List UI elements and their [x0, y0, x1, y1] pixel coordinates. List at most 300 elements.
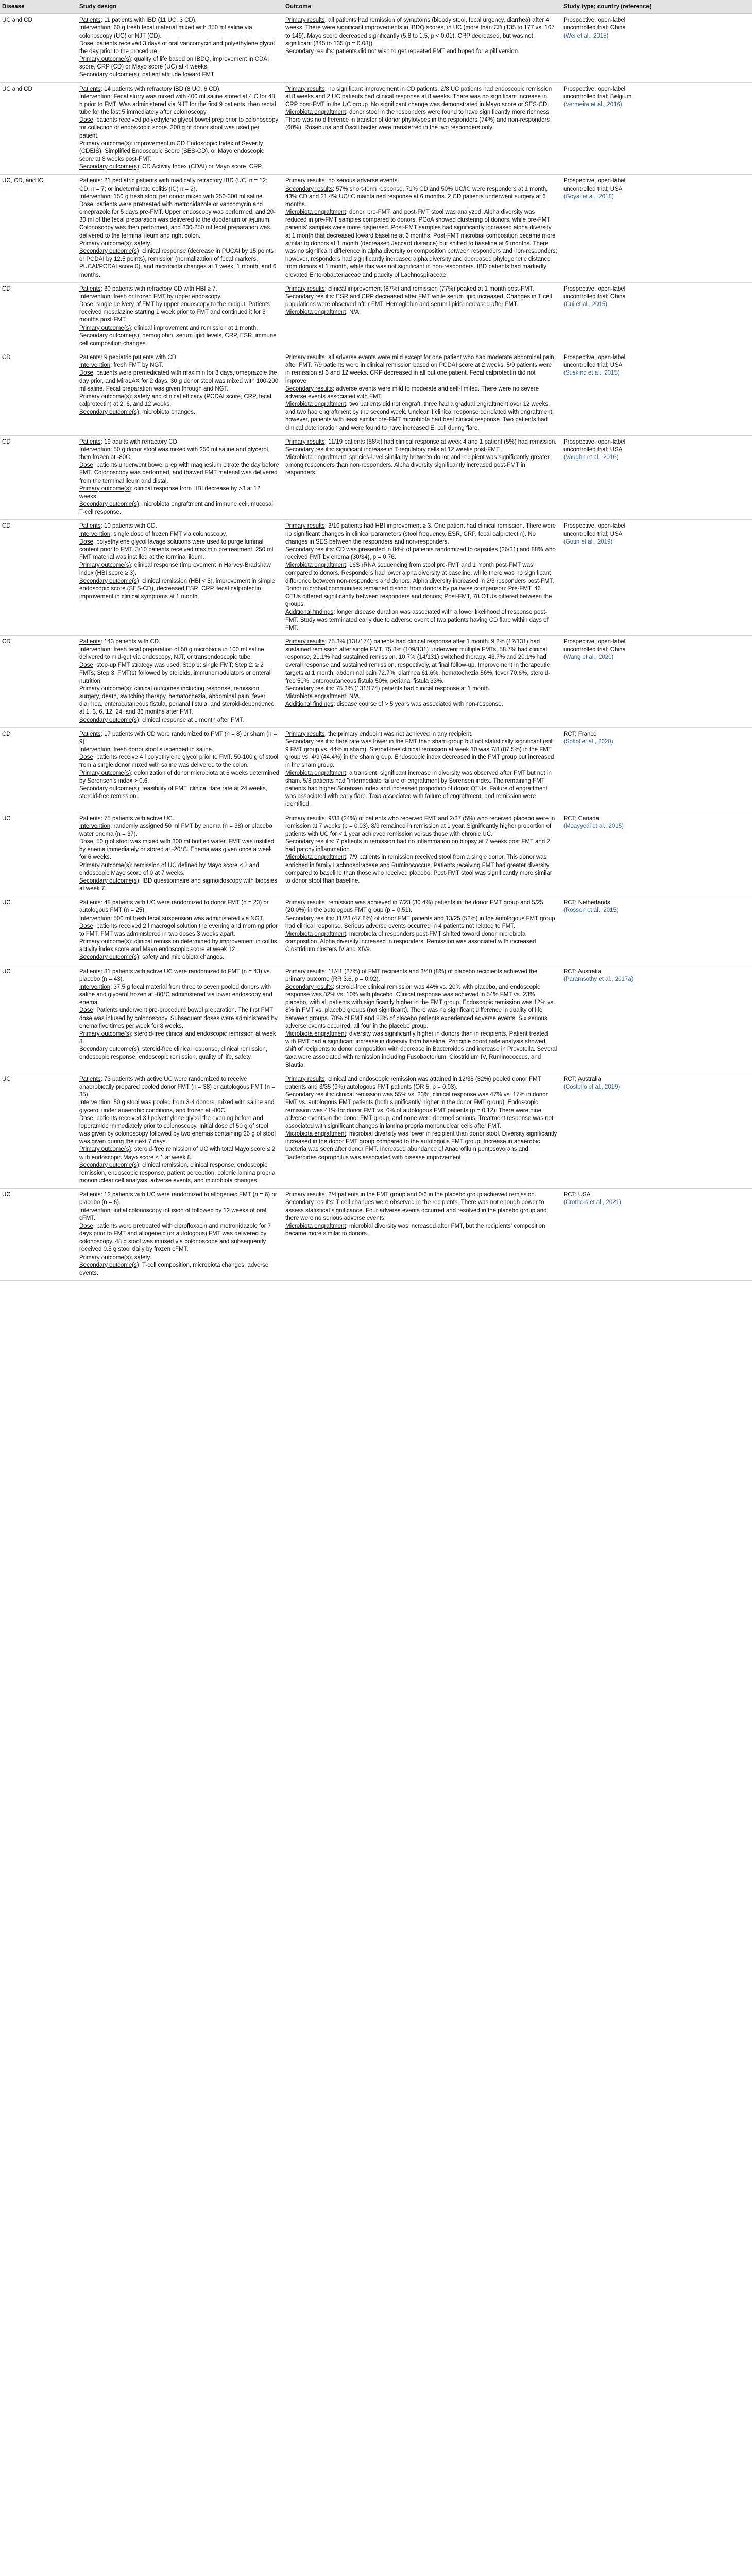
- outcome-cell: [283, 520, 561, 635]
- design-line: [79, 409, 279, 416]
- study-design-cell: [77, 82, 283, 175]
- outcome-line: [285, 968, 557, 984]
- design-line: [79, 823, 279, 838]
- field-text: : patients received 2 l macrogol solution the evening and morning prior to FMT. FMT was administered in two doses 3 weeks apart.: [79, 923, 278, 937]
- outcome-line: [285, 1191, 557, 1199]
- field-text: : 11/41 (27%) of FMT recipients and 3/40 (8%) of placebo recipients achieved the primary outcome (RR 3.6, p = 0.02).: [285, 968, 538, 982]
- field-label: Dose: [79, 1115, 93, 1122]
- design-line: [79, 954, 279, 961]
- design-line: [79, 1162, 279, 1185]
- field-text: : clinical response at 1 month after FMT.: [139, 717, 244, 723]
- disease-cell: CD: [0, 435, 77, 520]
- outcome-cell: [283, 965, 561, 1073]
- field-text: : microbiota of responders post-FMT shifted toward donor microbiota composition. Alpha diversity increased in responders. Remission was associated with increased Clostridium clusters IV and XIVa.: [285, 930, 536, 953]
- field-label: Primary outcome(s): [79, 1254, 131, 1261]
- field-text: : safety and microbiota changes.: [139, 954, 225, 961]
- design-line: [79, 923, 279, 938]
- field-label: Patients: [79, 638, 101, 645]
- field-text: : no significant improvement in CD patients. 2/8 UC patients had endoscopic remission at 8 weeks and 2 UC patients had clinical response at 8 weeks. There was no significant increase in CRP post-FMT in the UC group. No significant change was demonstrated in Mayo score or SES-CD.: [285, 86, 552, 108]
- design-line: [79, 938, 279, 954]
- field-text: : single dose of frozen FMT via colonoscopy.: [110, 531, 227, 537]
- field-label: Secondary outcome(s): [79, 332, 139, 339]
- field-text: : 50 g of stool was mixed with 300 ml bottled water. FMT was instilled by enema immediately or stored at -20°C. Enema was given once a week for 6 weeks.: [79, 839, 275, 861]
- study-design-cell: [77, 1189, 283, 1281]
- reference-link[interactable]: (Vermeire et al., 2016): [563, 101, 622, 108]
- study-type-line: RCT; USA: [563, 1192, 591, 1198]
- study-type-line: RCT; France: [563, 731, 597, 737]
- field-text: : microbiota changes.: [139, 409, 196, 416]
- field-label: Patients: [79, 1192, 101, 1198]
- study-design-cell: [77, 727, 283, 812]
- field-text: : 16S rRNA sequencing from stool pre-FMT and 1 month post-FMT was compared to donors. Responders had lower alpha diversity at baseline, while there was no significant difference between non-responders and donors. Alpha diversity increased in 2/3 responders post-FMT. Donor microbial communities remained distinct from donors by pairwise comparison; Pre-FMT, 46 OTUs differed significantly between responders and donors; Post-FMT, 78 OTUs differed between the groups.: [285, 562, 554, 608]
- study-type-cell: [561, 635, 752, 727]
- outcome-cell: [283, 351, 561, 436]
- reference-link[interactable]: (Crothers et al., 2021): [563, 1199, 621, 1206]
- study-type-cell: [561, 520, 752, 635]
- design-line: [79, 285, 279, 293]
- design-line: [79, 163, 279, 171]
- field-text: : feasibility of FMT, clinical flare rate at 24 weeks, steroid-free remission.: [79, 785, 267, 800]
- field-text: : no serious adverse events.: [324, 178, 399, 184]
- reference-link[interactable]: (Sokol et al., 2020): [563, 738, 613, 745]
- design-line: [79, 1254, 279, 1262]
- table-row: [0, 175, 752, 282]
- field-label: Patients: [79, 1076, 101, 1082]
- study-type-line: uncontrolled trial; USA: [563, 362, 623, 369]
- field-text: : patient attitude toward FMT: [139, 72, 215, 78]
- field-text: : significant increase in T-regulatory cells at 12 weeks post-FMT.: [333, 446, 501, 453]
- design-line: [79, 332, 279, 348]
- study-type-line: RCT; Netherlands: [563, 900, 610, 906]
- design-line: [79, 1223, 279, 1254]
- field-label: Secondary outcome(s): [79, 248, 139, 255]
- study-type-line: Prospective, open-label: [563, 285, 626, 292]
- design-line: [79, 240, 279, 248]
- field-text: : 2/4 patients in the FMT group and 0/6 in the placebo group achieved remission.: [324, 1192, 536, 1198]
- field-label: Patients: [79, 900, 101, 906]
- field-label: Patients: [79, 731, 101, 737]
- field-label: Dose: [79, 662, 93, 669]
- field-label: Microbiota engraftment: [285, 401, 346, 408]
- field-text: : colonization of donor microbiota at 6 weeks determined by Sorensen's index > 0.6.: [79, 770, 279, 784]
- table-row: [0, 520, 752, 635]
- field-text: : 57% short-term response, 71% CD and 50% UC/IC were responders at 1 month, 43% CD and 21.4% UC/IC maintained response at 6 months. 2 CD patients underwent surgery at 6 months.: [285, 185, 548, 208]
- field-label: Secondary results: [285, 385, 333, 392]
- field-text: : 150 g fresh stool per donor mixed with 250-300 ml saline.: [110, 193, 264, 200]
- disease-cell: CD: [0, 282, 77, 351]
- design-line: [79, 86, 279, 93]
- design-line: [79, 301, 279, 325]
- design-line: [79, 662, 279, 685]
- study-design-cell: [77, 14, 283, 82]
- field-text: : clinical remission was 55% vs. 23%, clinical response was 47% vs. 17% in donor FMT vs. autologous FMT patients (both significantly higher in the donor FMT group). Endoscopic remission was 41% for donor FMT vs. 0% of autologous FMT patients (p = 0.12). There were nine adverse events in the donor FMT group, and none were deemed serious. Treatment response was not associated with significant changes in lamina propria mononuclear cells after FMT.: [285, 1092, 554, 1129]
- disease-cell: UC: [0, 812, 77, 896]
- outcome-line: [285, 1030, 557, 1070]
- outcome-cell: [283, 727, 561, 812]
- field-text: : initial colonoscopy infusion of followed by 12 weeks of oral cFMT.: [79, 1207, 267, 1222]
- design-line: [79, 24, 279, 40]
- outcome-line: [285, 608, 557, 632]
- field-text: : disease course of > 5 years was associated with non-response.: [333, 701, 503, 708]
- field-label: Primary outcome(s): [79, 485, 131, 492]
- reference-link[interactable]: (Vaughn et al., 2016): [563, 454, 619, 461]
- disease-cell: UC: [0, 896, 77, 965]
- reference-link[interactable]: (Gutin et al., 2019): [563, 538, 613, 545]
- outcome-line: [285, 48, 557, 56]
- field-text: : Patients underwent pre-procedure bowel preparation. The first FMT dose was infused by colonoscopy. Subsequent doses were administered by enema five times per week for 8 weeks.: [79, 1007, 278, 1029]
- field-label: Primary results: [285, 285, 325, 292]
- field-text: : patients received 3 l polyethylene glycol the evening before and loperamide immediately prior to colonoscopy. Initial dose of 50 g of stool was given by colonoscopy followed by two enemas containing 25 g of stool was given during the next 7 days.: [79, 1115, 276, 1145]
- outcome-cell: [283, 282, 561, 351]
- design-line: [79, 770, 279, 785]
- field-label: Patients: [79, 178, 101, 184]
- field-label: Primary results: [285, 815, 325, 822]
- study-type-cell: [561, 1073, 752, 1188]
- outcome-line: [285, 899, 557, 914]
- design-line: [79, 899, 279, 914]
- field-text: : quality of life based on IBDQ, improvement in CDAI score, CRP (CD) or Mayo score (UC) at 4 weeks.: [79, 56, 269, 71]
- outcome-cell: [283, 14, 561, 82]
- disease-cell: UC: [0, 965, 77, 1073]
- outcome-cell: [283, 435, 561, 520]
- field-text: : 7/9 patients in remission received stool from a single donor. This donor was enriched in family Lachnospiraceae and Ruminococcus. Patients receiving FMT had greater diversity compared to baseline than those who received placebo. Post-FMT stool was significantly more similar to donor stool than baseline.: [285, 854, 552, 884]
- field-text: : species-level similarity between donor and recipient was significantly greater among responders than non-responders. Alpha diversity significantly increased post-FMT in responders.: [285, 454, 550, 477]
- outcome-line: [285, 770, 557, 809]
- field-text: : 9/38 (24%) of patients who received FMT and 2/37 (5%) who received placebo were in remission at 7 weeks (p = 0.03). 8/9 remained in remission at 1 year. Significantly higher proportion of patients with UC for < 1 year achieved remission versus those with chronic UC.: [285, 815, 555, 837]
- field-label: Secondary outcome(s): [79, 785, 139, 792]
- header-row: [0, 0, 752, 14]
- field-text: : patients were premedicated with rifaximin for 3 days, omeprazole the day prior, and MiraLAX for 2 days. 30 g donor stool was mixed with 100-200 ml saline. Fecal preparation was given through and NGT.: [79, 370, 279, 392]
- field-text: : safety.: [131, 240, 151, 247]
- field-label: Primary outcome(s): [79, 1146, 131, 1153]
- field-label: Primary outcome(s): [79, 862, 131, 869]
- disease-cell: CD: [0, 635, 77, 727]
- study-type-line: Prospective, open-label: [563, 354, 626, 361]
- field-text: : 3/10 patients had HBI improvement ≥ 3. One patient had clinical remission. There were no significant changes in clinical parameters (stool frequency, ESR, CRP, fecal calprotectin). No changes in SES between the responders and non-responders.: [285, 523, 556, 545]
- outcome-line: [285, 446, 557, 454]
- outcome-line: [285, 16, 557, 48]
- field-text: : fresh or frozen FMT by upper endoscopy.: [110, 293, 222, 300]
- reference-link[interactable]: (Moayyedi et al., 2015): [563, 823, 624, 829]
- reference-link[interactable]: (Wei et al., 2015): [563, 32, 609, 39]
- field-text: : randomly assigned 50 ml FMT by enema (n = 38) or placebo water enema (n = 37).: [79, 823, 272, 837]
- outcome-line: [285, 1223, 557, 1238]
- reference-link[interactable]: (Goyal et al., 2018): [563, 193, 614, 200]
- outcome-line: [285, 454, 557, 478]
- field-label: Intervention: [79, 823, 111, 829]
- reference-link[interactable]: (Paramsothy et al., 2017a): [563, 976, 634, 982]
- field-text: : 9 pediatric patients with CD.: [100, 354, 178, 361]
- field-label: Secondary outcome(s): [79, 72, 139, 78]
- field-label: Primary outcome(s): [79, 685, 131, 692]
- field-text: : microbial diversity was lower in recipient than donor stool. Diversity significantly increased in the donor FMT group compared to the autologous FMT group. Increase in anaerobic bacteria was seen after donor FMT. Increased abundance of Anaerofilum pentosovorans and Bacteroides coprophilus was associated with disease improvement.: [285, 1131, 557, 1161]
- field-text: : remission was achieved in 7/23 (30.4%) patients in the donor FMT group and 5/25 (20.0%) in the autologous FMT group (p = 0.51).: [285, 900, 543, 914]
- field-label: Secondary results: [285, 1092, 333, 1098]
- field-label: Primary results: [285, 178, 325, 184]
- design-line: [79, 1007, 279, 1030]
- study-design-cell: [77, 812, 283, 896]
- study-type-cell: [561, 82, 752, 175]
- field-label: Primary outcome(s): [79, 140, 131, 147]
- table-row: [0, 435, 752, 520]
- field-text: : T cell changes were observed in the recipients. There was not enough power to assess statistical significance. Four adverse events occurred and resolved in the placebo group and there were no serious adverse events.: [285, 1199, 547, 1222]
- field-label: Secondary outcome(s): [79, 1262, 139, 1268]
- field-text: : 11 patients with IBD (11 UC, 3 CD).: [100, 17, 197, 24]
- header-study-design: Study design: [77, 0, 283, 14]
- study-type-line: Prospective, open-label: [563, 178, 626, 184]
- field-text: : patients were pretreated with metronidazole or vancomycin and omeprazole for 5 days pre-FMT. Upper endoscopy was performed, and 20-30 ml of the fecal preparation was delivered to the duodenum or jejunum. Colonoscopy was then performed, and 200-250 ml fecal preparation was delivered to the terminal ileum and right colon.: [79, 201, 276, 239]
- field-label: Secondary outcome(s): [79, 954, 139, 961]
- field-text: : patients received 3 days of oral vancomycin and polyethylene glycol the day prior to the procedure.: [79, 40, 275, 55]
- field-text: : diversity was significantly higher in donors than in recipients. Patient treated with FMT had a significant increase in diversity from baseline. Principle coordinate analysis showed shift of recipients to donor composition with decrease in Bacteroides and increase in Prevotella. Several taxa were associated with remission including Fusobacterium, Clostridium IV, Ruminococcus, and Blautia.: [285, 1030, 557, 1069]
- outcome-line: [285, 1076, 557, 1091]
- outcome-line: [285, 1130, 557, 1162]
- outcome-line: [285, 930, 557, 954]
- field-text: : 500 ml fresh fecal suspension was administered via NGT.: [110, 915, 264, 922]
- design-line: [79, 1099, 279, 1114]
- field-label: Intervention: [79, 1099, 111, 1106]
- outcome-line: [285, 401, 557, 432]
- study-type-line: uncontrolled trial; China: [563, 293, 626, 300]
- outcome-cell: [283, 635, 561, 727]
- design-line: [79, 1030, 279, 1046]
- outcome-line: [285, 1199, 557, 1223]
- study-type-cell: [561, 812, 752, 896]
- study-type-line: uncontrolled trial; Belgium: [563, 93, 632, 100]
- field-text: : two patients did not engraft, three had a gradual engraftment over 12 weeks, and two had engraftment by the second week. Unclear if clinical response correlated with engraftment; however, patients with least similar pre-FMT microbiota had best clinical response. Two patients had clinical deterioration and were found to have increased E. coli during flare.: [285, 401, 554, 431]
- field-label: Secondary results: [285, 185, 333, 192]
- field-text: : 75 patients with active UC.: [100, 815, 175, 822]
- design-line: [79, 562, 279, 577]
- design-line: [79, 1115, 279, 1146]
- disease-cell: CD: [0, 727, 77, 812]
- outcome-line: [285, 984, 557, 1030]
- outcome-line: [285, 285, 557, 293]
- header-outcome: Outcome: [283, 0, 561, 14]
- study-type-line: uncontrolled trial; USA: [563, 446, 623, 453]
- field-label: Primary results: [285, 1192, 325, 1198]
- outcome-line: [285, 685, 557, 693]
- table-row: [0, 14, 752, 82]
- field-text: : 14 patients with refractory IBD (8 UC, 6 CD).: [100, 86, 221, 92]
- design-line: [79, 1146, 279, 1161]
- outcome-line: [285, 438, 557, 446]
- field-text: : remission of UC defined by Mayo score ≤ 2 and endoscopic Mayo score of 0 at 7 weeks.: [79, 862, 259, 876]
- field-text: : 48 patients with UC were randomized to donor FMT (n = 23) or autologous FMT (n = 25).: [79, 900, 269, 914]
- outcome-line: [285, 915, 557, 930]
- design-line: [79, 877, 279, 893]
- field-text: : 21 pediatric patients with medically refractory IBD (UC, n = 12; CD, n = 7; or indeterminate colitis (IC) n = 2).: [79, 178, 268, 192]
- field-label: Secondary results: [285, 685, 333, 692]
- disease-cell: UC, CD, and IC: [0, 175, 77, 282]
- disease-cell: UC: [0, 1189, 77, 1281]
- disease-cell: CD: [0, 520, 77, 635]
- outcome-cell: [283, 1189, 561, 1281]
- design-line: [79, 578, 279, 601]
- disease-cell: UC and CD: [0, 82, 77, 175]
- table-row: [0, 82, 752, 175]
- field-text: : steroid-free clinical response, clinical remission, endoscopic response, endoscopic remission, quality of life, safety.: [79, 1046, 267, 1061]
- design-line: [79, 1207, 279, 1223]
- field-text: : 143 patients with CD.: [100, 638, 161, 645]
- field-label: Primary outcome(s): [79, 562, 131, 569]
- design-line: [79, 116, 279, 140]
- field-text: : donor stool in the responders were found to have significantly more richness. There was no difference in transfer of donor phylotypes in the responders (74%) and non-responders (60%). Roseburia and Oscillibacter were transferred in the two responders only.: [285, 109, 551, 131]
- design-line: [79, 862, 279, 877]
- field-label: Primary outcome(s): [79, 325, 131, 331]
- reference-link[interactable]: (Wang et al., 2020): [563, 654, 614, 661]
- study-type-cell: [561, 282, 752, 351]
- design-line: [79, 638, 279, 646]
- design-line: [79, 93, 279, 117]
- field-label: Primary outcome(s): [79, 770, 131, 776]
- field-label: Dose: [79, 370, 93, 377]
- field-label: Secondary outcome(s): [79, 877, 139, 884]
- field-label: Secondary results: [285, 293, 333, 300]
- field-label: Primary outcome(s): [79, 1030, 131, 1037]
- design-line: [79, 731, 279, 746]
- outcome-line: [285, 838, 557, 854]
- field-label: Microbiota engraftment: [285, 930, 346, 937]
- disease-cell: UC and CD: [0, 14, 77, 82]
- field-text: : T-cell composition, microbiota changes, adverse events.: [79, 1262, 269, 1276]
- field-text: : CD was presented in 84% of patients randomized to capsules (26/31) and 88% who received FMT by enema (30/34), p = 0.76.: [285, 547, 556, 561]
- study-type-line: Prospective, open-label: [563, 638, 626, 645]
- study-type-cell: [561, 14, 752, 82]
- design-line: [79, 538, 279, 562]
- outcome-line: [285, 522, 557, 546]
- field-label: Secondary outcome(s): [79, 501, 139, 508]
- reference-link[interactable]: (Cui et al., 2015): [563, 301, 608, 308]
- field-label: Primary results: [285, 1076, 325, 1082]
- design-line: [79, 248, 279, 279]
- field-label: Primary outcome(s): [79, 939, 131, 945]
- design-line: [79, 984, 279, 1007]
- outcome-line: [285, 546, 557, 562]
- field-label: Intervention: [79, 915, 111, 922]
- disease-cell: UC: [0, 1073, 77, 1188]
- header-disease: Disease: [0, 0, 77, 14]
- table-row: [0, 282, 752, 351]
- field-label: Patients: [79, 815, 101, 822]
- field-text: : CD Activity Index (CDAI) or Mayo score, CRP.: [139, 164, 263, 171]
- field-label: Secondary outcome(s): [79, 717, 139, 723]
- study-design-cell: [77, 175, 283, 282]
- field-label: Primary results: [285, 523, 325, 530]
- outcome-line: [285, 562, 557, 608]
- field-label: Dose: [79, 754, 93, 761]
- study-type-cell: [561, 896, 752, 965]
- field-text: : ESR and CRP decreased after FMT while serum lipid increased. Changes in T cell populations were observed after FMT. Hemoglobin and serum lipids increased after FMT.: [285, 293, 552, 308]
- table-row: [0, 1073, 752, 1188]
- field-label: Microbiota engraftment: [285, 209, 346, 216]
- outcome-cell: [283, 812, 561, 896]
- field-text: : 7 patients in remission had no inflammation on biopsy at 7 weeks post FMT and 2 had patchy inflammation.: [285, 839, 550, 853]
- field-text: : longer disease duration was associated with a lower likelihood of response post-FMT. Study was terminated early due to adverse event of two patients having CD flare within days of FMT.: [285, 609, 549, 631]
- design-line: [79, 815, 279, 823]
- field-label: Primary results: [285, 354, 325, 361]
- design-line: [79, 785, 279, 801]
- header-study-type: Study type; country (reference): [561, 0, 752, 14]
- design-line: [79, 293, 279, 301]
- field-text: : microbiota engraftment and immune cell, mucosal T-cell response.: [79, 501, 273, 516]
- field-label: Primary results: [285, 438, 325, 445]
- field-text: : fresh donor stool suspended in saline.: [110, 747, 214, 753]
- design-line: [79, 522, 279, 530]
- design-line: [79, 531, 279, 538]
- reference-link[interactable]: (Rossen et al., 2015): [563, 907, 619, 914]
- field-label: Secondary outcome(s): [79, 164, 139, 171]
- field-label: Dose: [79, 462, 93, 469]
- field-label: Microbiota engraftment: [285, 854, 346, 861]
- study-design-cell: [77, 896, 283, 965]
- outcome-cell: [283, 175, 561, 282]
- field-text: : step-up FMT strategy was used; Step 1: single FMT; Step 2: ≥ 2 FMTs; Step 3: FMT(s) followed by steroids, immunomodulators or enteral nutrition.: [79, 662, 271, 684]
- field-text: : clinical response from HBI decrease by >3 at 12 weeks.: [79, 485, 261, 500]
- field-text: : 75.3% (131/174) patients had clinical response at 1 month.: [333, 685, 491, 692]
- field-text: : clinical improvement and remission at 1 month.: [131, 325, 258, 331]
- field-text: : patients underwent bowel prep with magnesium citrate the day before FMT. Colonoscopy was performed, and thawed FMT material was delivered from the terminal ileum and distal.: [79, 462, 279, 484]
- field-label: Microbiota engraftment: [285, 454, 346, 461]
- field-label: Microbiota engraftment: [285, 1223, 346, 1229]
- field-label: Intervention: [79, 362, 111, 369]
- table-row: [0, 1189, 752, 1281]
- field-text: : improvement in CD Endoscopic Index of Severity (CDEIS), Simplified Endoscopic Score (SES-CD), or Mayo endoscopic score at 8 weeks post-FMT.: [79, 140, 264, 163]
- table-row: [0, 727, 752, 812]
- design-line: [79, 968, 279, 984]
- study-type-cell: [561, 175, 752, 282]
- field-text: : safety and clinical efficacy (PCDAI score, CRP, fecal calprotectin) at 2, 6, and 12 weeks.: [79, 393, 271, 408]
- field-text: : 11/19 patients (58%) had clinical response at week 4 and 1 patient (5%) had remission.: [324, 438, 557, 445]
- field-label: Intervention: [79, 293, 111, 300]
- design-line: [79, 1262, 279, 1277]
- reference-link[interactable]: (Suskind et al., 2015): [563, 370, 620, 377]
- field-text: : 17 patients with CD were randomized to FMT (n = 8) or sham (n = 9).: [79, 731, 277, 745]
- design-line: [79, 369, 279, 393]
- field-label: Primary outcome(s): [79, 240, 131, 247]
- study-type-line: Prospective, open-label: [563, 17, 626, 24]
- field-text: : 30 patients with refractory CD with HBI ≥ 7.: [100, 285, 217, 292]
- study-type-cell: [561, 435, 752, 520]
- field-text: : the primary endpoint was not achieved in any recipient.: [324, 731, 473, 737]
- design-line: [79, 16, 279, 24]
- reference-link[interactable]: (Costello et al., 2019): [563, 1084, 620, 1090]
- field-text: : adverse events were mild to moderate and self-limited. There were no severe adverse events associated with FMT.: [285, 385, 539, 400]
- field-text: : 60 g fresh fecal material mixed with 350 ml saline via colonoscopy (UC) or NJT (CD).: [79, 25, 252, 39]
- outcome-line: [285, 1091, 557, 1130]
- field-text: : microbial diversity was increased after FMT, but the recipients' composition became more similar to donors.: [285, 1223, 545, 1238]
- field-text: : 75.3% (131/174) patients had clinical response after 1 month. 9.2% (12/131) had sustained remission after single FMT. 75.8% (109/131) underwent multiple FMTs, 58.7% had clinical response, 21.1% had sustained remission, 10.7% (14/131) switched therapy. 43.7% and 20.1% had overall response and sustained remission, respectively, at final follow-up. Improvement in therapeutic targets at 1 month; abdominal pain 72.7%, diarrhea 61.6%, hematochezia 56%, fever 70.6%, steroid-free 50%, enterocutaneous fistula 50%, perianal fistula 33%.: [285, 638, 550, 684]
- outcome-line: [285, 815, 557, 839]
- outcome-line: [285, 385, 557, 401]
- outcome-line: [285, 109, 557, 132]
- field-text: : all adverse events were mild except for one patient who had moderate abdominal pain after FMT. 7/9 patients were in clinical remission based on PCDAI score at 2 weeks. 5/9 patients were in remission at 6 and 12 weeks. CRP decreased in all but one patient. Fecal calprotectin did not improve.: [285, 354, 554, 384]
- outcome-line: [285, 731, 557, 738]
- table-row: [0, 896, 752, 965]
- study-type-line: RCT; Australia: [563, 968, 601, 975]
- field-label: Intervention: [79, 1207, 111, 1214]
- design-line: [79, 40, 279, 56]
- design-line: [79, 446, 279, 462]
- study-type-cell: [561, 351, 752, 436]
- field-text: : fresh FMT by NGT.: [110, 362, 164, 369]
- design-line: [79, 838, 279, 862]
- field-label: Microbiota engraftment: [285, 109, 346, 116]
- outcome-line: [285, 354, 557, 385]
- table-row: [0, 812, 752, 896]
- study-design-cell: [77, 351, 283, 436]
- field-label: Secondary results: [285, 839, 333, 845]
